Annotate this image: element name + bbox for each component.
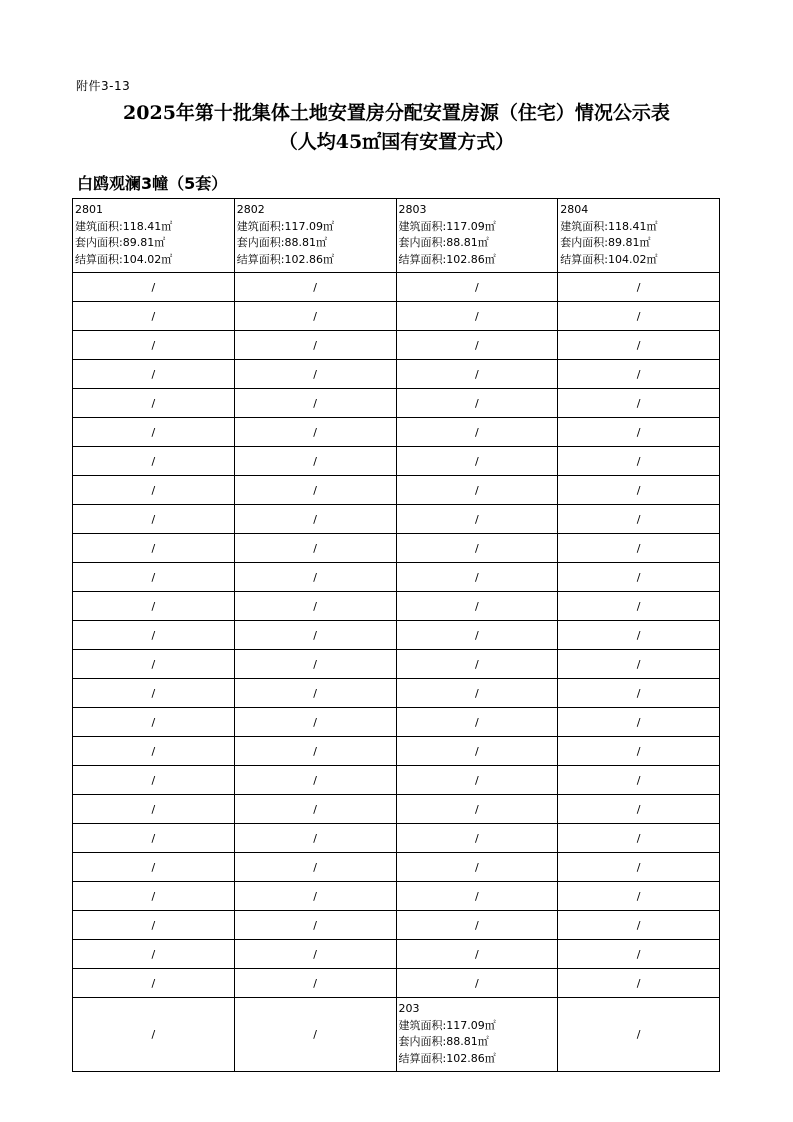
empty-cell: / bbox=[234, 273, 396, 302]
table-row bbox=[73, 476, 720, 505]
unit-cell bbox=[396, 199, 558, 273]
empty-cell: / bbox=[234, 302, 396, 331]
building-heading: 白鸥观澜3幢（5套） bbox=[77, 174, 228, 193]
empty-cell: / bbox=[73, 592, 235, 621]
empty-cell: / bbox=[396, 621, 558, 650]
housing-table bbox=[72, 198, 720, 1072]
empty-cell: / bbox=[396, 882, 558, 911]
empty-cell: / bbox=[396, 795, 558, 824]
table-row bbox=[73, 795, 720, 824]
empty-cell: / bbox=[73, 998, 235, 1072]
unit-number: 2802 bbox=[236, 203, 265, 216]
empty-cell: / bbox=[73, 302, 235, 331]
table-row bbox=[73, 940, 720, 969]
table-row bbox=[73, 592, 720, 621]
building-area: 建筑面积:117.09㎡ bbox=[398, 1018, 496, 1032]
table-row bbox=[73, 534, 720, 563]
empty-cell: / bbox=[234, 998, 396, 1072]
empty-cell: / bbox=[234, 650, 396, 679]
empty-cell: / bbox=[234, 766, 396, 795]
empty-cell: / bbox=[234, 331, 396, 360]
empty-cell: / bbox=[73, 650, 235, 679]
table-row bbox=[73, 882, 720, 911]
empty-cell: / bbox=[558, 882, 720, 911]
empty-cell: / bbox=[558, 331, 720, 360]
empty-cell: / bbox=[558, 708, 720, 737]
empty-cell: / bbox=[234, 418, 396, 447]
table-row bbox=[73, 911, 720, 940]
empty-cell: / bbox=[73, 447, 235, 476]
empty-cell: / bbox=[396, 360, 558, 389]
table-row bbox=[73, 447, 720, 476]
table-row bbox=[73, 302, 720, 331]
empty-cell: / bbox=[73, 360, 235, 389]
empty-cell: / bbox=[73, 969, 235, 998]
empty-cell: / bbox=[558, 360, 720, 389]
empty-cell: / bbox=[234, 621, 396, 650]
empty-cell: / bbox=[73, 534, 235, 563]
unit-number: 2803 bbox=[398, 203, 427, 216]
empty-cell: / bbox=[396, 737, 558, 766]
empty-cell: / bbox=[558, 737, 720, 766]
inner-area: 套内面积:88.81㎡ bbox=[398, 1035, 489, 1048]
empty-cell: / bbox=[558, 505, 720, 534]
table-row bbox=[73, 505, 720, 534]
empty-cell: / bbox=[396, 940, 558, 969]
empty-cell: / bbox=[73, 911, 235, 940]
building-area: 建筑面积:118.41㎡ bbox=[560, 219, 658, 233]
empty-cell: / bbox=[234, 824, 396, 853]
table-row bbox=[73, 969, 720, 998]
empty-cell: / bbox=[558, 302, 720, 331]
empty-cell: / bbox=[73, 882, 235, 911]
inner-area: 套内面积:89.81㎡ bbox=[75, 236, 166, 249]
empty-cell: / bbox=[234, 708, 396, 737]
empty-cell: / bbox=[396, 766, 558, 795]
settlement-area: 结算面积:102.86㎡ bbox=[398, 1051, 496, 1065]
empty-cell: / bbox=[73, 708, 235, 737]
empty-cell: / bbox=[396, 679, 558, 708]
empty-cell: / bbox=[396, 476, 558, 505]
table-row bbox=[73, 737, 720, 766]
building-area: 建筑面积:118.41㎡ bbox=[75, 219, 173, 233]
page-subtitle: （人均45㎡国有安置方式） bbox=[278, 131, 515, 153]
empty-cell: / bbox=[396, 911, 558, 940]
empty-cell: / bbox=[396, 824, 558, 853]
empty-cell: / bbox=[558, 853, 720, 882]
unit-cell bbox=[234, 199, 396, 273]
empty-cell: / bbox=[234, 447, 396, 476]
inner-area: 套内面积:88.81㎡ bbox=[398, 236, 489, 249]
empty-cell: / bbox=[73, 563, 235, 592]
empty-cell: / bbox=[234, 592, 396, 621]
empty-cell: / bbox=[558, 969, 720, 998]
empty-cell: / bbox=[234, 940, 396, 969]
empty-cell: / bbox=[73, 389, 235, 418]
settlement-area: 结算面积:102.86㎡ bbox=[236, 252, 334, 266]
empty-cell: / bbox=[558, 273, 720, 302]
empty-cell: / bbox=[558, 998, 720, 1072]
empty-cell: / bbox=[234, 389, 396, 418]
empty-cell: / bbox=[558, 940, 720, 969]
table-row bbox=[73, 824, 720, 853]
settlement-area: 结算面积:102.86㎡ bbox=[398, 252, 496, 266]
unit-cell bbox=[73, 199, 235, 273]
empty-cell: / bbox=[558, 766, 720, 795]
empty-cell: / bbox=[396, 592, 558, 621]
empty-cell: / bbox=[396, 853, 558, 882]
empty-cell: / bbox=[396, 331, 558, 360]
unit-cell bbox=[396, 998, 558, 1072]
empty-cell: / bbox=[558, 476, 720, 505]
empty-cell: / bbox=[558, 592, 720, 621]
empty-cell: / bbox=[73, 476, 235, 505]
table-row bbox=[73, 650, 720, 679]
table-row bbox=[73, 389, 720, 418]
empty-cell: / bbox=[396, 447, 558, 476]
empty-cell: / bbox=[234, 360, 396, 389]
settlement-area: 结算面积:104.02㎡ bbox=[560, 252, 658, 266]
empty-cell: / bbox=[73, 418, 235, 447]
inner-area: 套内面积:89.81㎡ bbox=[560, 236, 651, 249]
empty-cell: / bbox=[558, 621, 720, 650]
empty-cell: / bbox=[558, 389, 720, 418]
empty-cell: / bbox=[234, 505, 396, 534]
empty-cell: / bbox=[234, 853, 396, 882]
table-row bbox=[73, 998, 720, 1072]
empty-cell: / bbox=[73, 940, 235, 969]
settlement-area: 结算面积:104.02㎡ bbox=[75, 252, 173, 266]
table-row bbox=[73, 708, 720, 737]
table-row bbox=[73, 766, 720, 795]
table-row bbox=[73, 679, 720, 708]
empty-cell: / bbox=[234, 969, 396, 998]
unit-number: 2804 bbox=[560, 203, 589, 216]
table-row bbox=[73, 199, 720, 273]
empty-cell: / bbox=[558, 534, 720, 563]
empty-cell: / bbox=[73, 795, 235, 824]
table-row bbox=[73, 621, 720, 650]
empty-cell: / bbox=[73, 737, 235, 766]
empty-cell: / bbox=[558, 679, 720, 708]
empty-cell: / bbox=[73, 679, 235, 708]
empty-cell: / bbox=[396, 708, 558, 737]
empty-cell: / bbox=[234, 795, 396, 824]
empty-cell: / bbox=[396, 302, 558, 331]
empty-cell: / bbox=[396, 969, 558, 998]
empty-cell: / bbox=[558, 824, 720, 853]
empty-cell: / bbox=[234, 476, 396, 505]
empty-cell: / bbox=[396, 273, 558, 302]
empty-cell: / bbox=[234, 737, 396, 766]
empty-cell: / bbox=[73, 621, 235, 650]
empty-cell: / bbox=[73, 824, 235, 853]
empty-cell: / bbox=[396, 389, 558, 418]
page-title: 2025年第十批集体土地安置房分配安置房源（住宅）情况公示表 bbox=[123, 102, 670, 124]
inner-area: 套内面积:88.81㎡ bbox=[236, 236, 327, 249]
empty-cell: / bbox=[234, 534, 396, 563]
unit-cell bbox=[558, 199, 720, 273]
table-row bbox=[73, 331, 720, 360]
empty-cell: / bbox=[396, 563, 558, 592]
table-row bbox=[73, 563, 720, 592]
empty-cell: / bbox=[234, 563, 396, 592]
empty-cell: / bbox=[558, 650, 720, 679]
empty-cell: / bbox=[558, 563, 720, 592]
empty-cell: / bbox=[73, 853, 235, 882]
empty-cell: / bbox=[558, 447, 720, 476]
table-row bbox=[73, 360, 720, 389]
empty-cell: / bbox=[396, 418, 558, 447]
table-row bbox=[73, 273, 720, 302]
empty-cell: / bbox=[73, 331, 235, 360]
empty-cell: / bbox=[234, 911, 396, 940]
empty-cell: / bbox=[73, 505, 235, 534]
empty-cell: / bbox=[396, 505, 558, 534]
table-row bbox=[73, 853, 720, 882]
empty-cell: / bbox=[73, 766, 235, 795]
unit-number: 2801 bbox=[75, 203, 103, 216]
empty-cell: / bbox=[234, 882, 396, 911]
empty-cell: / bbox=[396, 650, 558, 679]
empty-cell: / bbox=[558, 418, 720, 447]
empty-cell: / bbox=[558, 795, 720, 824]
table-row bbox=[73, 418, 720, 447]
empty-cell: / bbox=[558, 911, 720, 940]
attachment-label: 附件3-13 bbox=[76, 79, 131, 93]
building-area: 建筑面积:117.09㎡ bbox=[236, 219, 334, 233]
empty-cell: / bbox=[396, 534, 558, 563]
building-area: 建筑面积:117.09㎡ bbox=[398, 219, 496, 233]
empty-cell: / bbox=[73, 273, 235, 302]
unit-number: 203 bbox=[398, 1002, 420, 1015]
empty-cell: / bbox=[234, 679, 396, 708]
